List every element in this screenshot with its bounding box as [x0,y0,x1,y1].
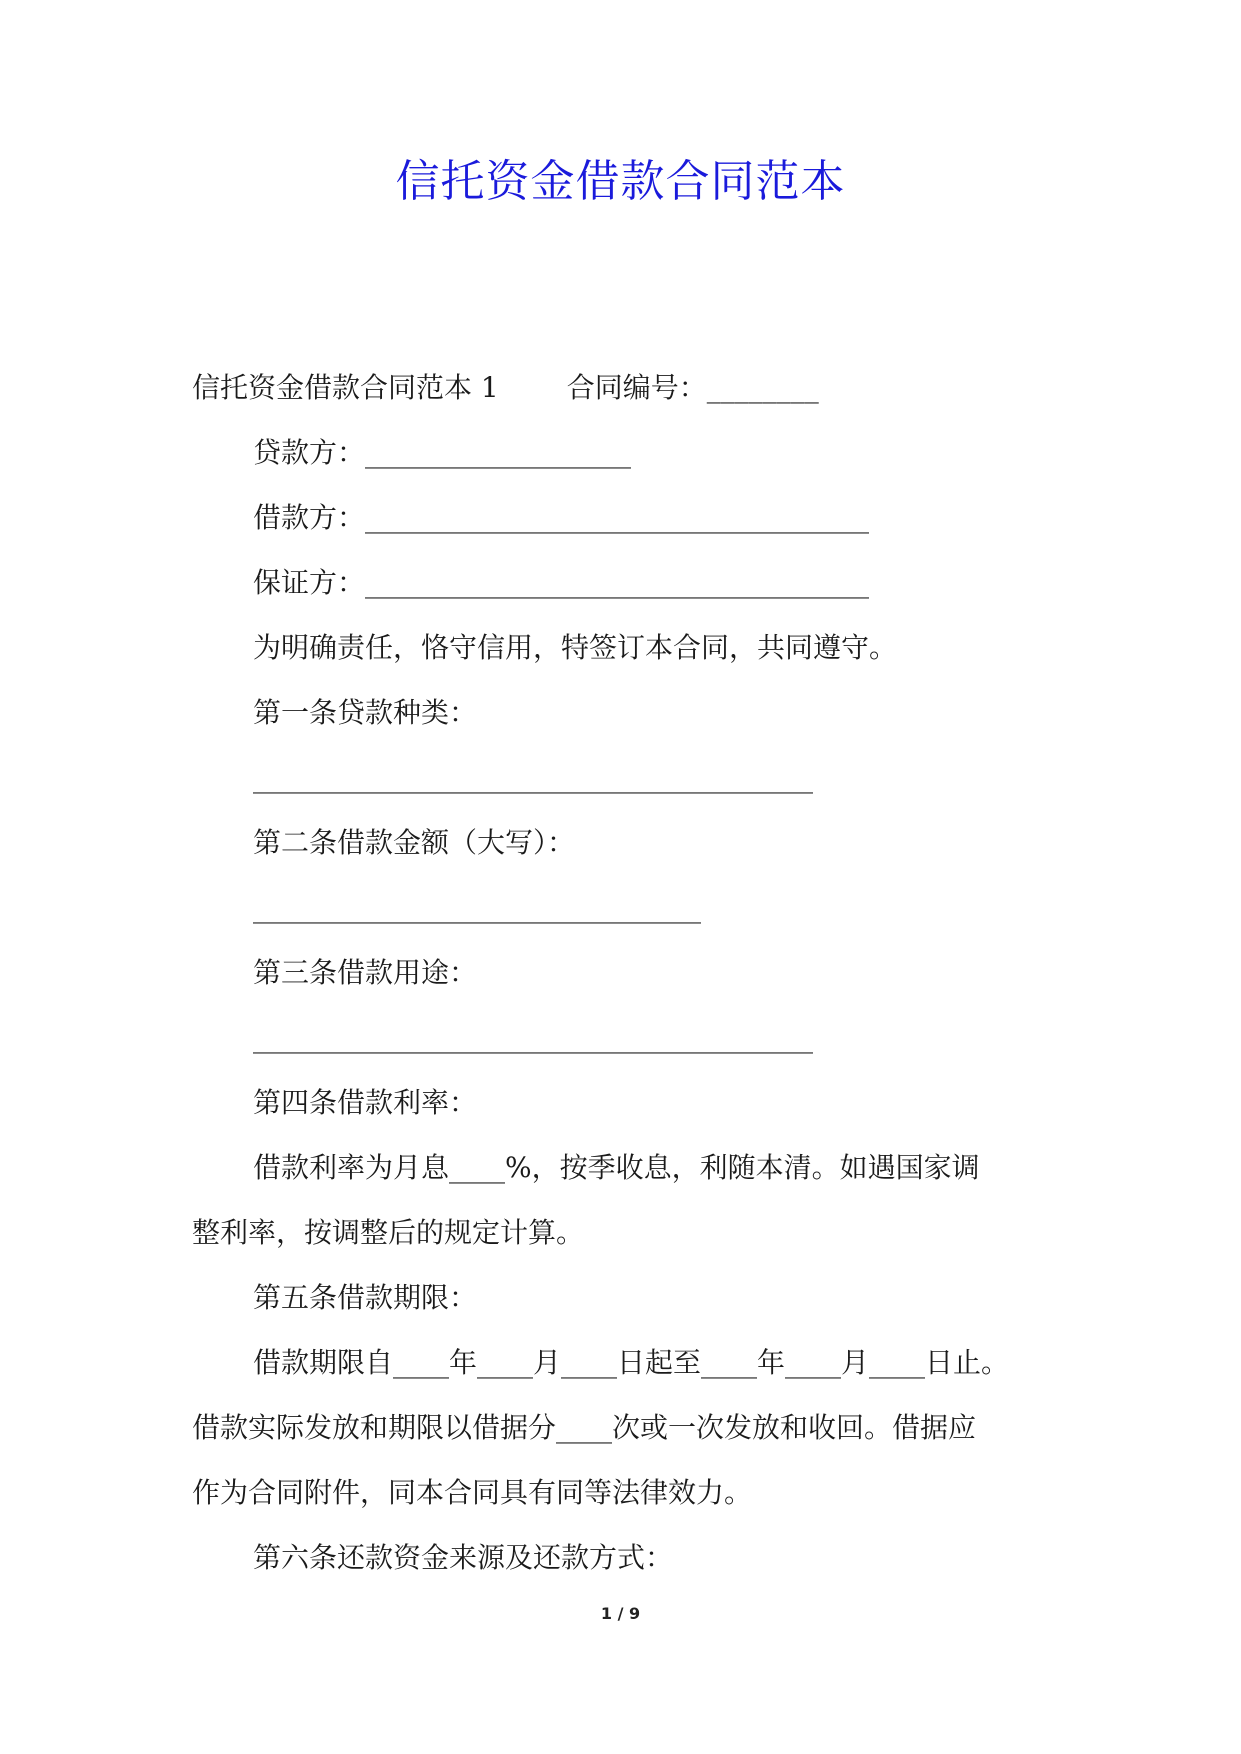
article-1-title: 第一条贷款种类： [253,696,478,729]
article-4-text-line-1: 借款利率为月息____%，按季收息，利随本清。如遇国家调 [253,1151,980,1184]
article-6-title: 第六条还款资金来源及还款方式： [253,1541,674,1574]
lender-line: 贷款方：___________________ [253,436,632,469]
borrower-line: 借款方：____________________________________ [253,501,870,534]
article-1-blank: ________________________________________ [253,761,813,794]
contract-heading-line [192,355,1052,420]
guarantor-line: 保证方：____________________________________ [253,566,870,599]
article-2-blank: ________________________________ [253,891,701,924]
article-3-blank: ________________________________________ [253,1021,813,1054]
article-5-text-line-3: 作为合同附件，同本合同具有同等法律效力。 [192,1476,753,1509]
contract-number: 合同编号：________ [566,371,819,404]
article-2-title: 第二条借款金额（大写）： [253,826,576,859]
document-title: 信托资金借款合同范本 [395,156,846,207]
contract-body [192,355,1052,1590]
article-5-text-line-2: 借款实际发放和期限以借据分____次或一次发放和收回。借据应 [192,1411,977,1444]
preamble: 为明确责任，恪守信用，特签订本合同，共同遵守。 [253,631,898,664]
article-5-title: 第五条借款期限： [253,1281,478,1314]
page-number: 1 / 9 [600,1604,641,1623]
article-4-title: 第四条借款利率： [253,1086,478,1119]
article-4-text-line-2: 整利率，按调整后的规定计算。 [192,1216,585,1249]
contract-heading: 信托资金借款合同范本 1 [192,371,499,404]
article-5-text-line-1: 借款期限自____年____月____日起至____年____月____日止。 [253,1346,1010,1379]
article-3-title: 第三条借款用途： [253,956,478,989]
